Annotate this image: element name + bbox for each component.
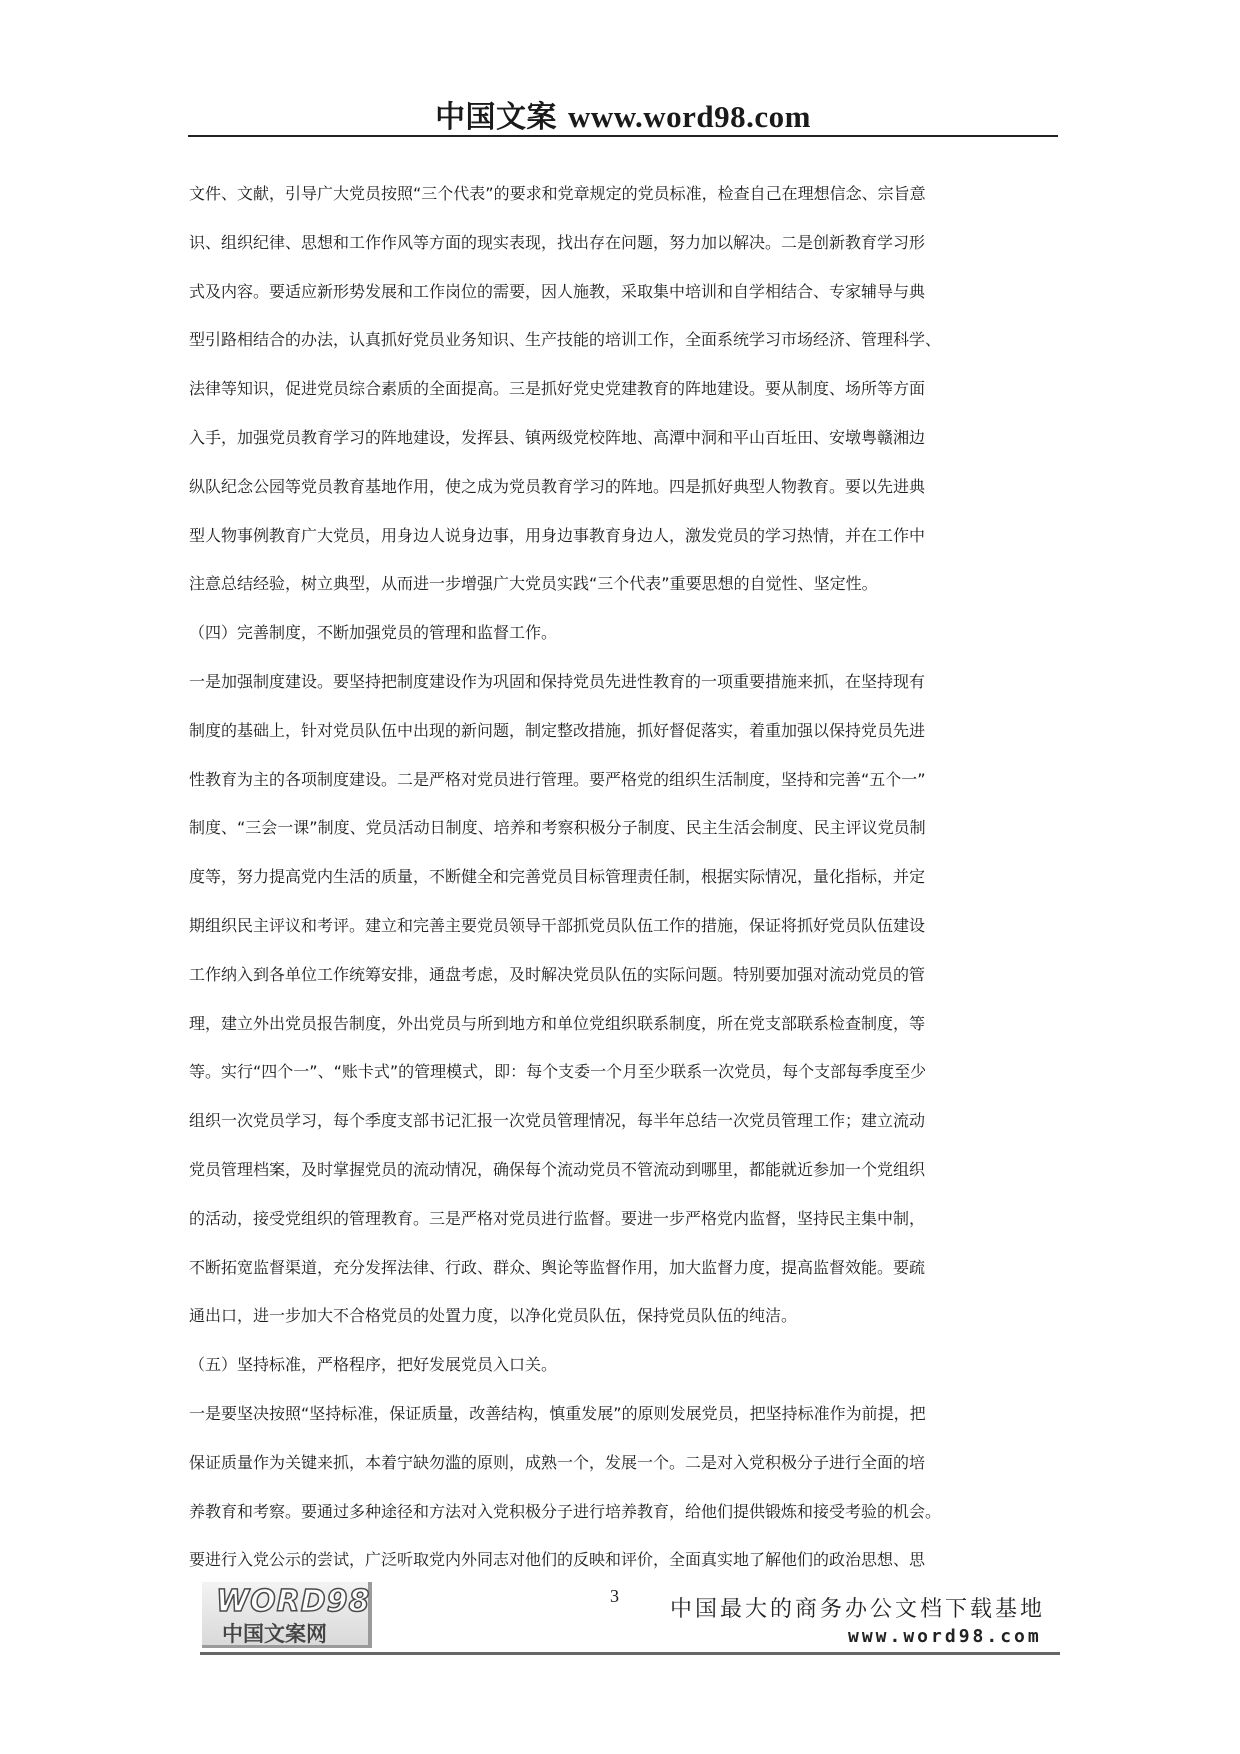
page-number: 3 bbox=[610, 1586, 619, 1606]
header-title bbox=[188, 92, 1058, 136]
body-line: （四）完善制度，不断加强党员的管理和监督工作。 bbox=[189, 623, 558, 643]
body-line: 理，建立外出党员报告制度，外出党员与所到地方和单位党组织联系制度，所在党支部联系检查制度，等 bbox=[189, 1013, 926, 1033]
word98-logo bbox=[202, 1582, 372, 1648]
body-line: 法律等知识，促进党员综合素质的全面提高。三是抓好党史党建教育的阵地建设。要从制度、场所等方面 bbox=[189, 379, 926, 399]
footer-divider bbox=[200, 1652, 1060, 1655]
body-line: 组织一次党员学习，每个季度支部书记汇报一次党员管理情况，每半年总结一次党员管理工作；建立流动 bbox=[189, 1111, 926, 1131]
logo-cn-text: 中国文案网 bbox=[222, 1622, 327, 1646]
body-line: 式及内容。要适应新形势发展和工作岗位的需要，因人施教，采取集中培训和自学相结合、专家辅导与典 bbox=[189, 281, 926, 301]
footer-url: www.word98.com bbox=[848, 1626, 1042, 1647]
body-line: 注意总结经验，树立典型，从而进一步增强广大党员实践“三个代表”重要思想的自觉性、坚定性。 bbox=[189, 574, 878, 594]
document-body bbox=[189, 170, 1069, 1585]
body-line: 通出口，进一步加大不合格党员的处置力度，以净化党员队伍，保持党员队伍的纯洁。 bbox=[189, 1306, 798, 1326]
body-line: 工作纳入到各单位工作统筹安排，通盘考虑，及时解决党员队伍的实际问题。特别要加强对流动党员的管 bbox=[189, 964, 926, 984]
body-line: 入手，加强党员教育学习的阵地建设，发挥县、镇两级党校阵地、高潭中洞和平山百坵田、安墩粤赣湘边 bbox=[189, 427, 926, 447]
body-line: 党员管理档案，及时掌握党员的流动情况，确保每个流动党员不管流动到哪里，都能就近参加一个党组织 bbox=[189, 1159, 926, 1179]
body-line: 的活动，接受党组织的管理教育。三是严格对党员进行监督。要进一步严格党内监督，坚持民主集中制， bbox=[189, 1208, 926, 1228]
body-line: 保证质量作为关键来抓，本着宁缺勿滥的原则，成熟一个，发展一个。二是对入党积极分子进行全面的培 bbox=[189, 1452, 926, 1472]
body-line: 型人物事例教育广大党员，用身边人说身边事，用身边事教育身边人，激发党员的学习热情，并在工作中 bbox=[189, 525, 926, 545]
logo-word-text: WORD98 bbox=[216, 1584, 371, 1619]
body-line: 养教育和考察。要通过多种途径和方法对入党积极分子进行培养教育，给他们提供锻炼和接受考验的机会。 bbox=[189, 1501, 942, 1521]
body-line: 一是加强制度建设。要坚持把制度建设作为巩固和保持党员先进性教育的一项重要措施来抓，在坚持现有 bbox=[189, 671, 926, 691]
body-line: 期组织民主评议和考评。建立和完善主要党员领导干部抓党员队伍工作的措施，保证将抓好党员队伍建设 bbox=[189, 915, 926, 935]
page-footer bbox=[200, 1582, 1060, 1677]
body-line: 识、组织纪律、思想和工作作风等方面的现实表现，找出存在问题，努力加以解决。二是创新教育学习形 bbox=[189, 232, 926, 252]
header-divider bbox=[188, 135, 1058, 137]
body-line: 度等，努力提高党内生活的质量，不断健全和完善党员目标管理责任制，根据实际情况，量化指标，并定 bbox=[189, 867, 926, 887]
body-line: 要进行入党公示的尝试，广泛听取党内外同志对他们的反映和评价，全面真实地了解他们的政治思想、思 bbox=[189, 1550, 926, 1570]
body-line: 性教育为主的各项制度建设。二是严格对党员进行管理。要严格党的组织生活制度，坚持和完善“五个一” bbox=[189, 769, 926, 789]
body-line: （五）坚持标准，严格程序，把好发展党员入口关。 bbox=[189, 1355, 558, 1375]
body-line: 文件、文献，引导广大党员按照“三个代表”的要求和党章规定的党员标准，检查自己在理想信念、宗旨意 bbox=[189, 184, 926, 203]
body-line: 型引路相结合的办法，认真抓好党员业务知识、生产技能的培训工作，全面系统学习市场经济、管理科学、 bbox=[189, 330, 942, 350]
footer-slogan: 中国最大的商务办公文档下载基地 bbox=[670, 1597, 1046, 1622]
page-header bbox=[188, 92, 1058, 136]
header-title-cn: 中国文案 bbox=[435, 100, 558, 135]
body-line: 纵队纪念公园等党员教育基地作用，使之成为党员教育学习的阵地。四是抓好典型人物教育。要以先进典 bbox=[189, 476, 926, 496]
body-line: 制度、“三会一课”制度、党员活动日制度、培养和考察积极分子制度、民主生活会制度、民主评议党员制 bbox=[189, 818, 926, 838]
body-line: 等。实行“四个一”、“账卡式”的管理模式，即：每个支委一个月至少联系一次党员，每个支部每季度至少 bbox=[189, 1062, 927, 1082]
body-line: 制度的基础上，针对党员队伍中出现的新问题，制定整改措施，抓好督促落实，着重加强以保持党员先进 bbox=[189, 720, 926, 740]
body-line: 一是要坚决按照“坚持标准，保证质量，改善结构，慎重发展”的原则发展党员，把坚持标准作为前提，把 bbox=[189, 1403, 926, 1423]
header-title-url: www.word98.com bbox=[568, 99, 811, 134]
body-line: 不断拓宽监督渠道，充分发挥法律、行政、群众、舆论等监督作用，加大监督力度，提高监督效能。要疏 bbox=[189, 1257, 926, 1277]
